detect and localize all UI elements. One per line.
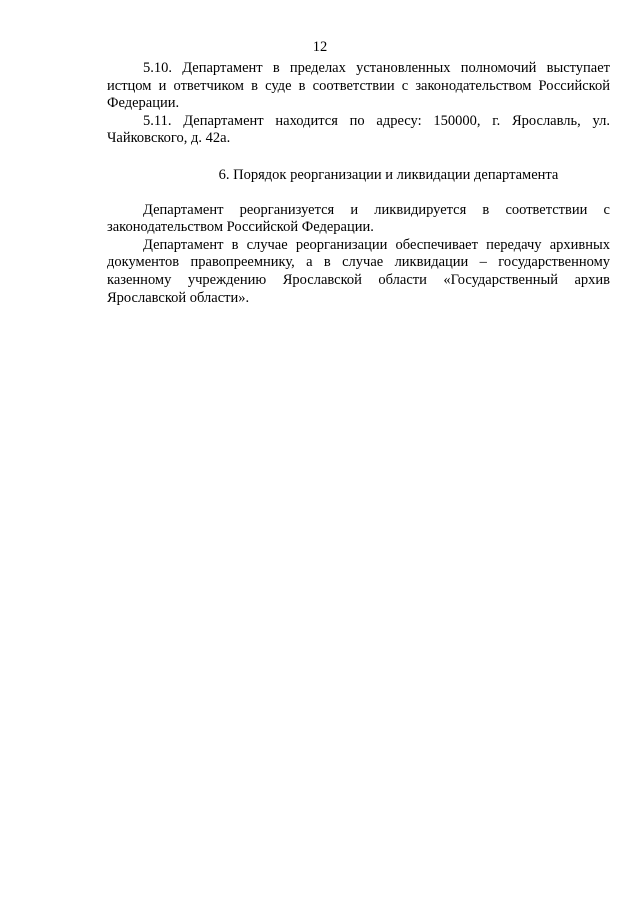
paragraph-reorganization: Департамент реорганизуется и ликвидируется в соответствии с законодательством Российской Федерации.	[107, 201, 610, 236]
paragraph-5-11: 5.11. Департамент находится по адресу: 150000, г. Ярославль, ул. Чайковского, д. 42а.	[107, 112, 610, 147]
paragraph-archive-transfer: Департамент в случае реорганизации обеспечивает передачу архивных документов правопреемнику, а в случае ликвидации – государственному казенному учреждению Ярославской области «Государственный архив Ярославской области».	[107, 236, 610, 306]
section-heading: 6. Порядок реорганизации и ликвидации департамента	[218, 166, 559, 183]
paragraph-5-10: 5.10. Департамент в пределах установленных полномочий выступает истцом и ответчиком в суде в соответствии с законодательством Российской Федерации.	[107, 60, 610, 112]
document-body	[107, 60, 610, 307]
page-number: 12	[312, 39, 328, 55]
